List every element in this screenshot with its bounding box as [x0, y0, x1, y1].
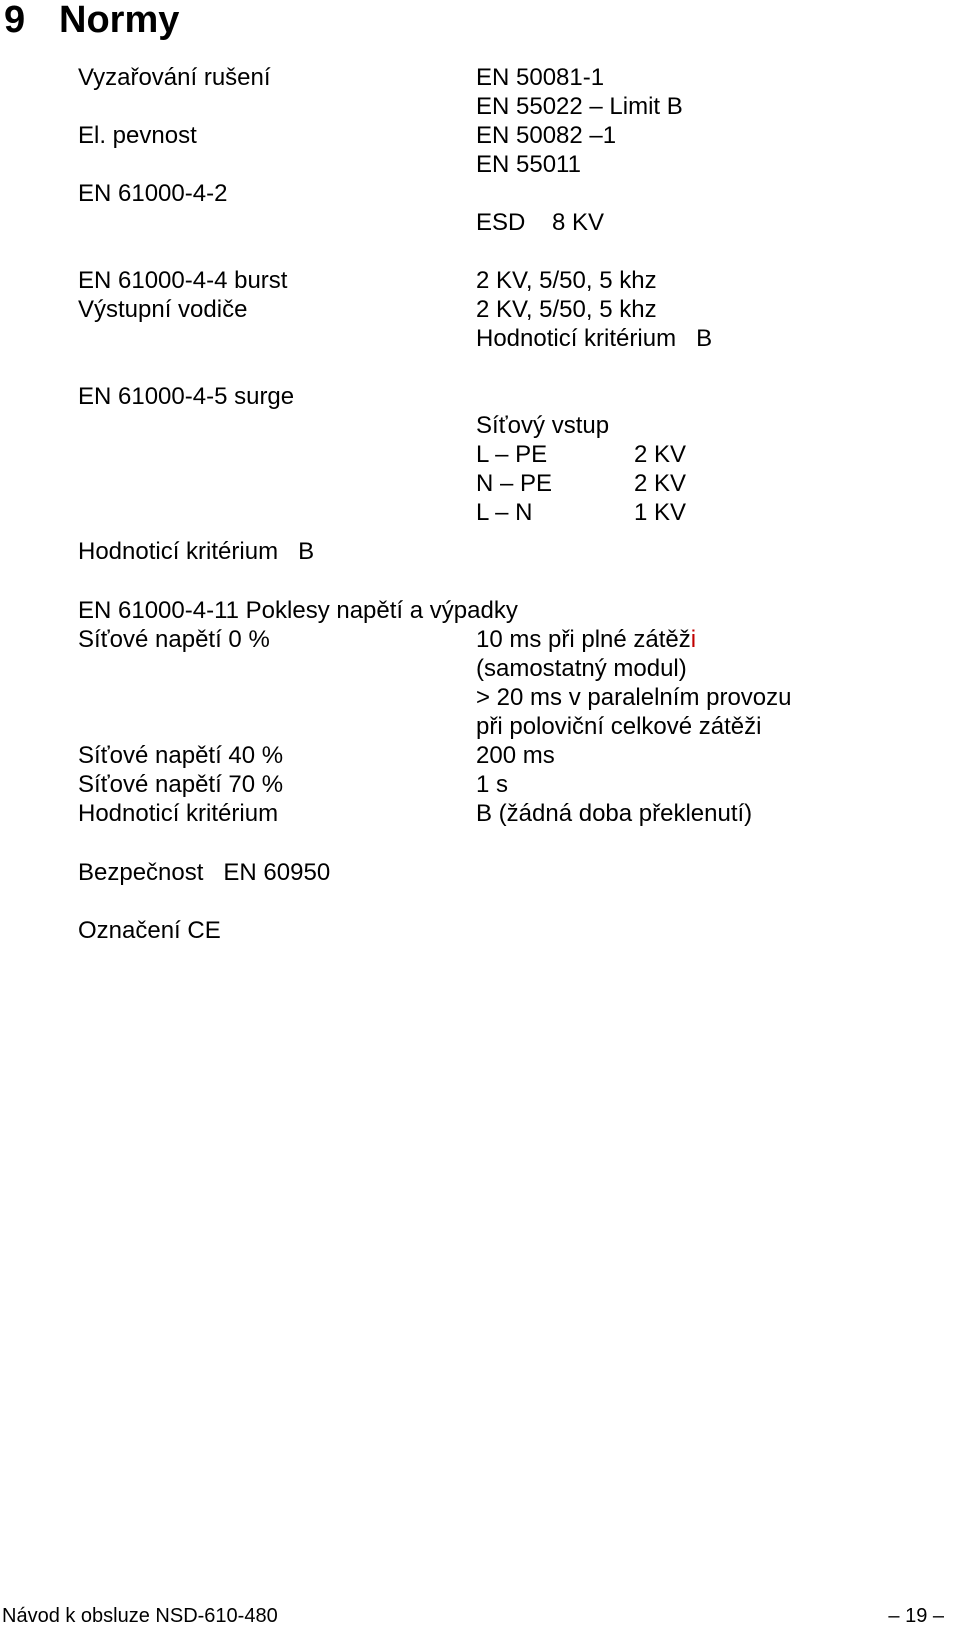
esd-label: EN 61000-4-2: [78, 180, 228, 207]
outputs-value: 2 KV, 5/50, 5 khz: [476, 296, 657, 323]
surge-value-l-n: 1 KV: [634, 499, 687, 526]
dips-0-line-3: > 20 ms v paralelním provozu: [476, 684, 792, 711]
surge-label: EN 61000-4-5 surge: [78, 383, 295, 410]
dips-0-line-4: při poloviční celkové zátěži: [476, 713, 762, 740]
section-title: Normy: [59, 0, 180, 41]
dips-title: EN 61000-4-11 Poklesy napětí a výpadky: [78, 597, 518, 624]
ce-marking: Označení CE: [78, 917, 221, 944]
el-strength-label: El. pevnost: [78, 122, 197, 149]
surge-value-n-pe: 2 KV: [634, 470, 687, 497]
dips-0-line-1-main: 10 ms při plné zátěž: [476, 626, 691, 653]
dips-40-value: 200 ms: [476, 742, 555, 769]
footer-page-number: – 19 –: [888, 1605, 944, 1627]
dips-0-line-2: (samostatný modul): [476, 655, 687, 682]
safety-standard: Bezpečnost EN 60950: [78, 859, 331, 886]
section-heading: [4, 0, 179, 40]
emission-label: Vyzařování rušení: [78, 64, 271, 91]
el-strength-value-2: EN 55011: [476, 151, 581, 178]
dips-criterion-label: Hodnoticí kritérium: [78, 800, 279, 827]
surge-pair-l-pe: L – PE: [476, 441, 548, 468]
dips-0-label: Síťové napětí 0 %: [78, 626, 270, 653]
emission-value-1: EN 50081-1: [476, 64, 605, 91]
burst-value: 2 KV, 5/50, 5 khz: [476, 267, 657, 294]
dips-40-label: Síťové napětí 40 %: [78, 742, 284, 769]
dips-70-value: 1 s: [476, 771, 509, 798]
mains-input-label: Síťový vstup: [476, 412, 610, 439]
dips-0-line-1-highlight: i: [690, 626, 697, 653]
surge-pair-n-pe: N – PE: [476, 470, 553, 497]
emission-value-2: EN 55022 – Limit B: [476, 93, 683, 120]
dips-criterion-value: B (žádná doba překlenutí): [476, 800, 753, 827]
surge-pair-l-n: L – N: [476, 499, 533, 526]
dips-70-label: Síťové napětí 70 %: [78, 771, 284, 798]
surge-value-l-pe: 2 KV: [634, 441, 687, 468]
outputs-label: Výstupní vodiče: [78, 296, 248, 323]
burst-label: EN 61000-4-4 burst: [78, 267, 288, 294]
surge-criterion: Hodnoticí kritérium B: [78, 538, 315, 565]
esd-value: ESD 8 KV: [476, 209, 605, 236]
burst-criterion: Hodnoticí kritérium B: [476, 325, 713, 352]
dips-0-line-1: [476, 626, 696, 654]
footer-manual-title: Návod k obsluze NSD-610-480: [2, 1605, 278, 1627]
el-strength-value-1: EN 50082 –1: [476, 122, 617, 149]
section-number: 9: [4, 0, 26, 41]
